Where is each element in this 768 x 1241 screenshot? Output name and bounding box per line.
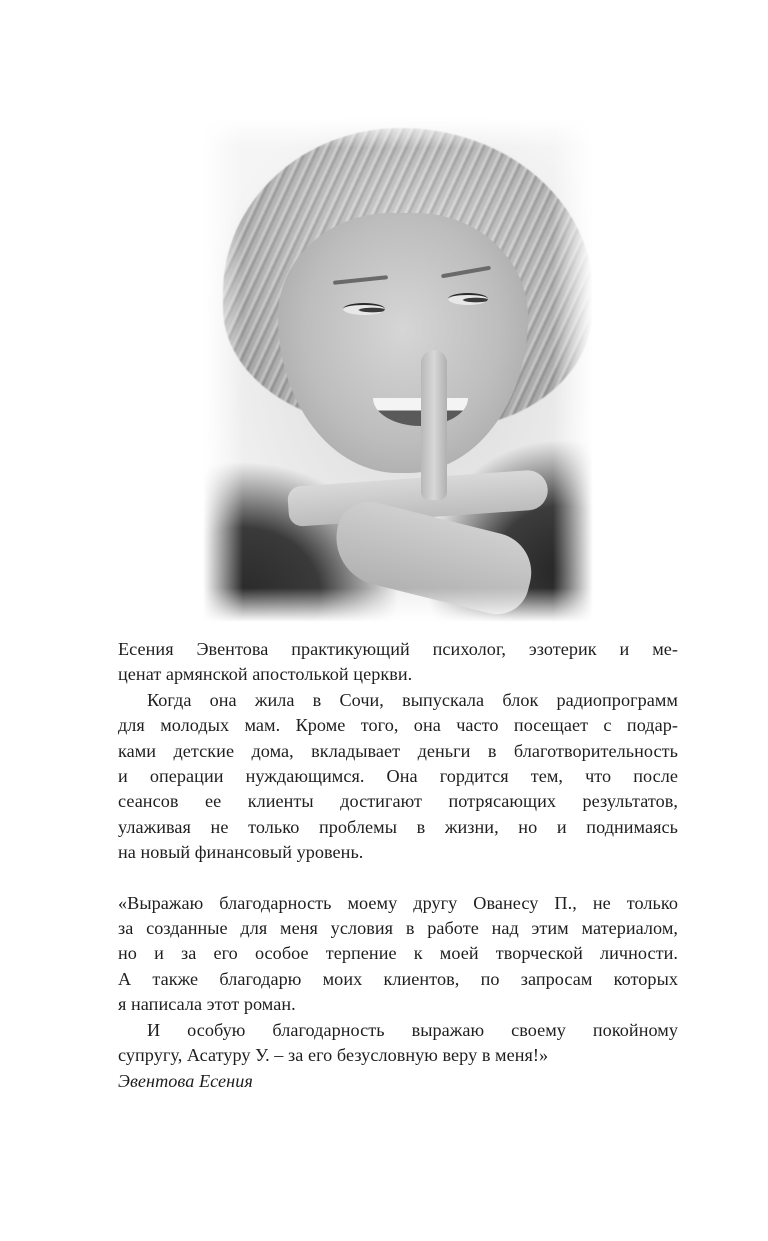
bio-paragraph-2 (118, 688, 678, 866)
author-text (118, 637, 678, 1094)
text-line: я написала этот роман. (118, 994, 296, 1015)
author-signature: Эвентова Есения (118, 1070, 253, 1091)
acknowledgement-paragraph-1 (118, 891, 678, 1018)
text-line: Когда она жила в Сочи, выпускала блок радиопрограмм (147, 689, 678, 710)
text-line: Есения Эвентова практикующий психолог, эзотерик и ме- (118, 639, 678, 659)
text-line: А также благодарю моих клиентов, по запросам которых (118, 968, 678, 989)
bio-paragraph-1 (118, 637, 678, 688)
text-line: на новый финансовый уровень. (118, 842, 364, 863)
paragraph-gap (118, 866, 678, 891)
text-line: ками детские дома, вкладывает деньги в благотворительность (118, 740, 678, 761)
text-line: и операции нуждающимся. Она гордится тем, что после (118, 766, 678, 787)
text-line: «Выражаю благодарность моему другу Ованесу П., не только (118, 892, 678, 913)
text-line: ценат армянской апостолькой церкви. (118, 664, 413, 685)
acknowledgement-paragraph-2 (118, 1018, 678, 1069)
text-line: улаживая не только проблемы в жизни, но и поднимаясь (118, 816, 678, 837)
text-line: для молодых мам. Кроме того, она часто посещает с подар- (118, 715, 678, 736)
text-line: супругу, Асатуру У. – за его безусловную веру в меня!» (118, 1045, 549, 1066)
text-line: но и за его особое терпение к моей творческой личности. (118, 943, 678, 964)
text-line: И особую благодарность выражаю своему покойному (147, 1019, 678, 1040)
portrait-vignette (203, 118, 593, 622)
author-portrait (203, 118, 593, 622)
text-line: за созданные для меня условия в работе над этим материалом, (118, 918, 678, 939)
text-line: сеансов ее клиенты достигают потрясающих результатов, (118, 791, 678, 812)
